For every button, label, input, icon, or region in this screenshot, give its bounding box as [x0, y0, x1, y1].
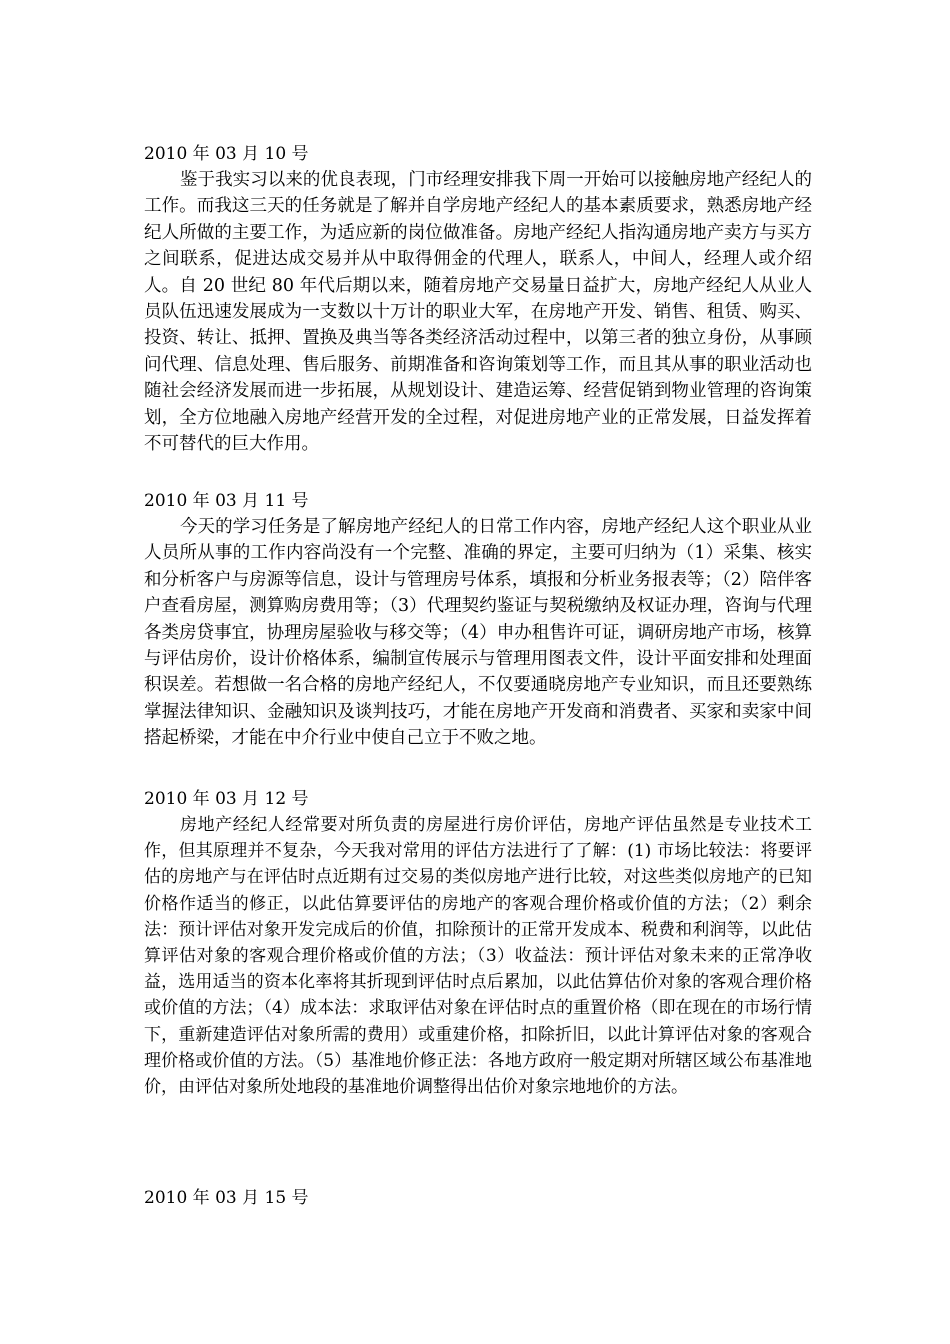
diary-entry	[144, 786, 812, 1100]
diary-entry	[144, 1185, 812, 1211]
entry-paragraph: 今天的学习任务是了解房地产经纪人的日常工作内容，房地产经纪人这个职业从业人员所从事的工作内容尚没有一个完整、准确的界定，主要可归纳为（1）采集、核实和分析客户与房源等信息，设计与管理房号体系，填报和分析业务报表等；（2）陪伴客户查看房屋，测算购房费用等；（3）代理契约鉴证与契税缴纳及权证办理，咨询与代理各类房贷事宜，协理房屋验收与移交等；（4）申办租售许可证，调研房地产市场，核算与评估房价，设计价格体系，编制宣传展示与管理用图表文件，设计平面安排和处理面积误差。若想做一名合格的房地产经纪人，不仅要通晓房地产专业知识，而且还要熟练掌握法律知识、金融知识及谈判技巧，才能在房地产开发商和消费者、买家和卖家中间搭起桥梁，才能在中介行业中使自己立于不败之地。	[144, 517, 812, 749]
entry-date: 2010 年 03 月 12 号	[144, 789, 309, 809]
diary-entry	[144, 141, 812, 457]
entry-paragraph: 房地产经纪人经常要对所负责的房屋进行房价评估，房地产评估虽然是专业技术工作，但其原理并不复杂，今天我对常用的评估方法进行了了解：(1) 市场比较法：将要评估的房地产与在评估时点近期有过交易的类似房地产进行比较，对这些类似房地产的已知价格作适当的修正，以此估算要评估的房地产的客观合理价格或价值的方法；（2）剩余法：预计评估对象开发完成后的价值，扣除预计的正常开发成本、税费和利润等，以此估算评估对象的客观合理价格或价值的方法；（3）收益法：预计评估对象未来的正常净收益，选用适当的资本化率将其折现到评估时点后累加，以此估算估价对象的客观合理价格或价值的方法；（4）成本法：求取评估对象在评估时点的重置价格（即在现在的市场行情下，重新建造评估对象所需的费用）或重建价格，扣除折旧，以此计算评估对象的客观合理价格或价值的方法。（5）基准地价修正法：各地方政府一般定期对所辖区域公布基准地价，由评估对象所处地段的基准地价调整得出估价对象宗地地价的方法。	[144, 815, 812, 1098]
entry-date: 2010 年 03 月 11 号	[144, 491, 309, 511]
entry-date: 2010 年 03 月 10 号	[144, 144, 309, 164]
entry-paragraph: 鉴于我实习以来的优良表现，门市经理安排我下周一开始可以接触房地产经纪人的工作。而我这三天的任务就是了解并自学房地产经纪人的基本素质要求，熟悉房地产经纪人所做的主要工作，为适应新的岗位做准备。房地产经纪人指沟通房地产卖方与买方之间联系，促进达成交易并从中取得佣金的代理人，联系人，中间人，经理人或介绍人。自 20 世纪 80 年代后期以来，随着房地产交易量日益扩大，房地产经纪人从业人员队伍迅速发展成为一支数以十万计的职业大军，在房地产开发、销售、租赁、购买、投资、转让、抵押、置换及典当等各类经济活动过程中，以第三者的独立身份，从事顾问代理、信息处理、售后服务、前期准备和咨询策划等工作，而且其从事的职业活动也随社会经济发展而进一步拓展，从规划设计、建造运筹、经营促销到物业管理的咨询策划，全方位地融入房地产经营开发的全过程，对促进房地产业的正常发展，日益发挥着不可替代的巨大作用。	[144, 170, 812, 455]
diary-entry	[144, 488, 812, 752]
entry-date: 2010 年 03 月 15 号	[144, 1188, 309, 1208]
